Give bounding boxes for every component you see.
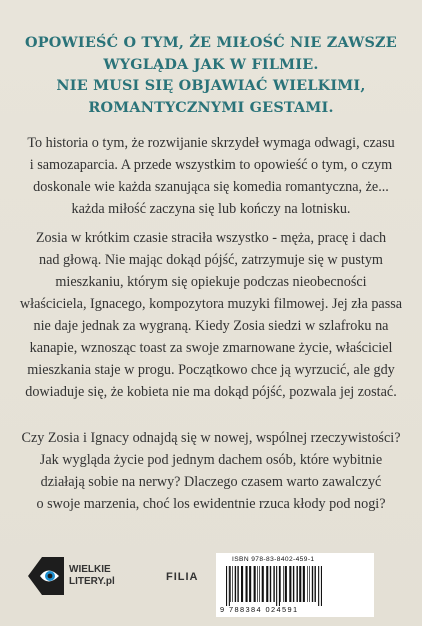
barcode-bars — [222, 566, 368, 606]
barcode-bar — [235, 566, 236, 602]
barcode-bar — [229, 566, 230, 606]
barcode-bar — [309, 566, 310, 602]
barcode-bar — [270, 566, 271, 602]
barcode-bar — [249, 566, 251, 602]
barcode-label — [216, 553, 374, 617]
blurb-paragraph-1 — [16, 132, 406, 220]
text-line: mieszkaniu, którym się opiekuje podczas nieobecności — [55, 274, 367, 290]
wielkie-litery-logo — [26, 555, 126, 597]
filia-logo: FILIA — [166, 571, 199, 583]
text-line: To historia o tym, że rozwijanie skrzydeł wymaga odwagi, czasu — [27, 135, 395, 151]
headline-line: NIE MUSI SIĘ OBJAWIAĆ WIELKIMI, — [56, 77, 366, 94]
cover-headline — [20, 32, 402, 118]
text-line: o swoje marzenia, choć los ewidentnie rzuca kłody pod nogi? — [36, 496, 386, 512]
blurb-paragraph-3 — [16, 427, 406, 515]
barcode-bar — [246, 566, 248, 602]
text-line: i samozaparcia. A przede wszystkim to opowieść o tym, o czym — [29, 157, 393, 173]
text-line: Zosia w krótkim czasie straciła wszystko - męża, pracę i dach — [35, 230, 387, 246]
barcode-bar — [241, 566, 243, 602]
barcode-bar — [303, 566, 305, 602]
headline-line: OPOWIEŚĆ O TYM, ŻE MIŁOŚĆ NIE ZAWSZE — [25, 34, 397, 51]
barcode-bar — [293, 566, 294, 602]
barcode-bar — [279, 566, 280, 606]
barcode-bar — [312, 566, 313, 602]
barcode-bar — [257, 566, 258, 602]
barcode-bar — [237, 566, 238, 602]
barcode-bar — [254, 566, 256, 602]
barcode-bar — [285, 566, 287, 602]
barcode-bar — [321, 566, 322, 606]
text-line: doskonale wie każda szanująca się komedia romantyczna, że... — [33, 179, 389, 195]
barcode-bar — [259, 566, 260, 602]
ean-number: 9 788384 024591 — [220, 605, 299, 614]
barcode-bar — [273, 566, 274, 602]
text-line: nad głową. Nie mając dokąd pójść, zatrzymuje się w pustym — [39, 252, 383, 268]
text-line: kanapie, wznosząc toast za swoje zmarnowane życie, właściciel — [29, 340, 393, 356]
barcode-bar — [266, 566, 268, 602]
barcode-bar — [318, 566, 319, 606]
barcode-bar — [280, 566, 281, 602]
barcode-bar — [262, 566, 264, 602]
barcode-bar — [283, 566, 284, 602]
barcode-bar — [297, 566, 298, 602]
barcode-bar — [299, 566, 301, 602]
barcode-bar — [315, 566, 316, 602]
text-line: dowiaduje się, że kobieta nie ma dokąd pójść, pozwala jej zostać. — [25, 384, 397, 400]
headline-line: ROMANTYCZNYMI GESTAMI. — [88, 98, 334, 116]
text-line: Jak wygląda życie pod jednym dachem osób, które wybitnie — [39, 452, 383, 468]
text-line: Czy Zosia i Ignacy odnajdą się w nowej, wspólnej rzeczywistości? — [21, 430, 401, 446]
barcode-bar — [289, 566, 291, 602]
barcode-bar — [230, 566, 231, 602]
wielkie-litery-line2: LITERY.pl — [69, 576, 115, 587]
wielkie-litery-logo-text — [69, 564, 115, 588]
barcode-bar — [276, 566, 277, 606]
barcode-bar — [307, 566, 308, 602]
barcode-bar — [232, 566, 233, 602]
text-line: działają sobie na nerwy? Dlaczego czasem warto zawalczyć — [40, 474, 382, 490]
text-line: każda miłość zaczyna się lub kończy na lotnisku. — [71, 201, 351, 217]
text-line: mieszkania staje w progu. Początkowo chce ją wyrzucić, ale gdy — [27, 362, 395, 378]
blurb-paragraph-2 — [16, 227, 406, 403]
wielkie-litery-line1: WIELKIE — [69, 564, 111, 575]
isbn-text: ISBN 978-83-8402-459-1 — [232, 556, 315, 563]
text-line: nie daje jednak za wygraną. Kiedy Zosia siedzi w szlafroku na — [33, 318, 389, 334]
barcode-bar — [226, 566, 227, 606]
wielkie-litery-logo-icon — [26, 555, 66, 597]
headline-line: WYGLĄDA JAK W FILMIE. — [103, 55, 319, 73]
text-line: właściciela, Ignacego, kompozytora muzyki filmowej. Jej zła passa — [19, 296, 403, 312]
